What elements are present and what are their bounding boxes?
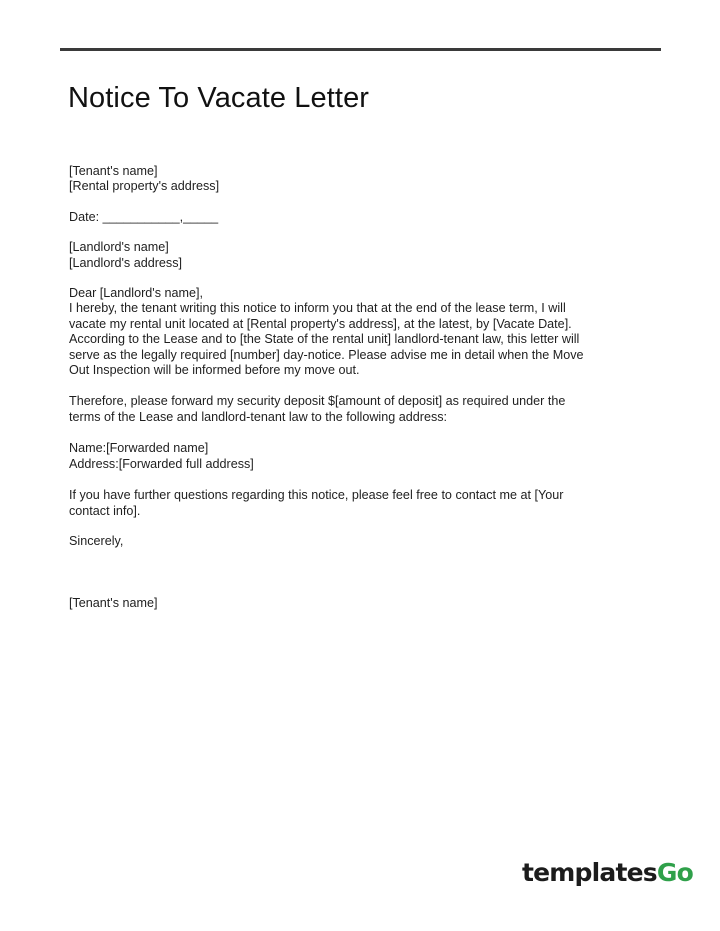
closing: Sincerely, xyxy=(69,533,124,548)
landlord-block xyxy=(69,240,649,271)
deposit-paragraph xyxy=(69,394,649,425)
question-line: If you have further questions regarding this notice, please feel free to contact me at [Your xyxy=(69,488,564,503)
salutation: Dear [Landlord's name], xyxy=(69,286,204,301)
body-line: vacate my rental unit located at [Rental property's address], at the latest, by [Vacate Date]. xyxy=(69,316,572,331)
forward-address: Address:[Forwarded full address] xyxy=(69,456,254,471)
forwarding-address-block xyxy=(69,441,649,472)
landlord-address: [Landlord's address] xyxy=(69,255,183,270)
closing-block xyxy=(69,534,649,549)
letter-body xyxy=(69,164,649,612)
questions-paragraph xyxy=(69,488,649,519)
templatesgo-logo xyxy=(522,858,693,887)
question-line: contact info]. xyxy=(69,503,141,518)
deposit-line: Therefore, please forward my security deposit $[amount of deposit] as required under the xyxy=(69,394,566,409)
signature-block xyxy=(69,596,649,611)
landlord-name: [Landlord's name] xyxy=(69,240,169,255)
body-paragraph xyxy=(69,286,649,378)
signature: [Tenant's name] xyxy=(69,596,158,611)
deposit-line: terms of the Lease and landlord-tenant law to the following address: xyxy=(69,409,448,424)
body-line: serve as the legally required [number] day-notice. Please advise me in detail when the Move xyxy=(69,347,584,362)
tenant-block xyxy=(69,164,649,195)
body-line: I hereby, the tenant writing this notice to inform you that at the end of the lease term, I will xyxy=(69,301,566,316)
body-line: Out Inspection will be informed before my move out. xyxy=(69,363,360,378)
date-line: Date: ___________,_____ xyxy=(69,209,219,224)
rental-address: [Rental property's address] xyxy=(69,179,220,194)
tenant-name: [Tenant's name] xyxy=(69,164,158,178)
date-block xyxy=(69,210,649,225)
header-divider xyxy=(60,48,661,51)
logo-text-main: templates xyxy=(522,858,657,887)
forward-name: Name:[Forwarded name] xyxy=(69,441,209,456)
page-title: Notice To Vacate Letter xyxy=(68,82,370,114)
body-line: According to the Lease and to [the State of the rental unit] landlord-tenant law, this letter will xyxy=(69,332,580,347)
logo-text-accent: Go xyxy=(656,858,693,887)
